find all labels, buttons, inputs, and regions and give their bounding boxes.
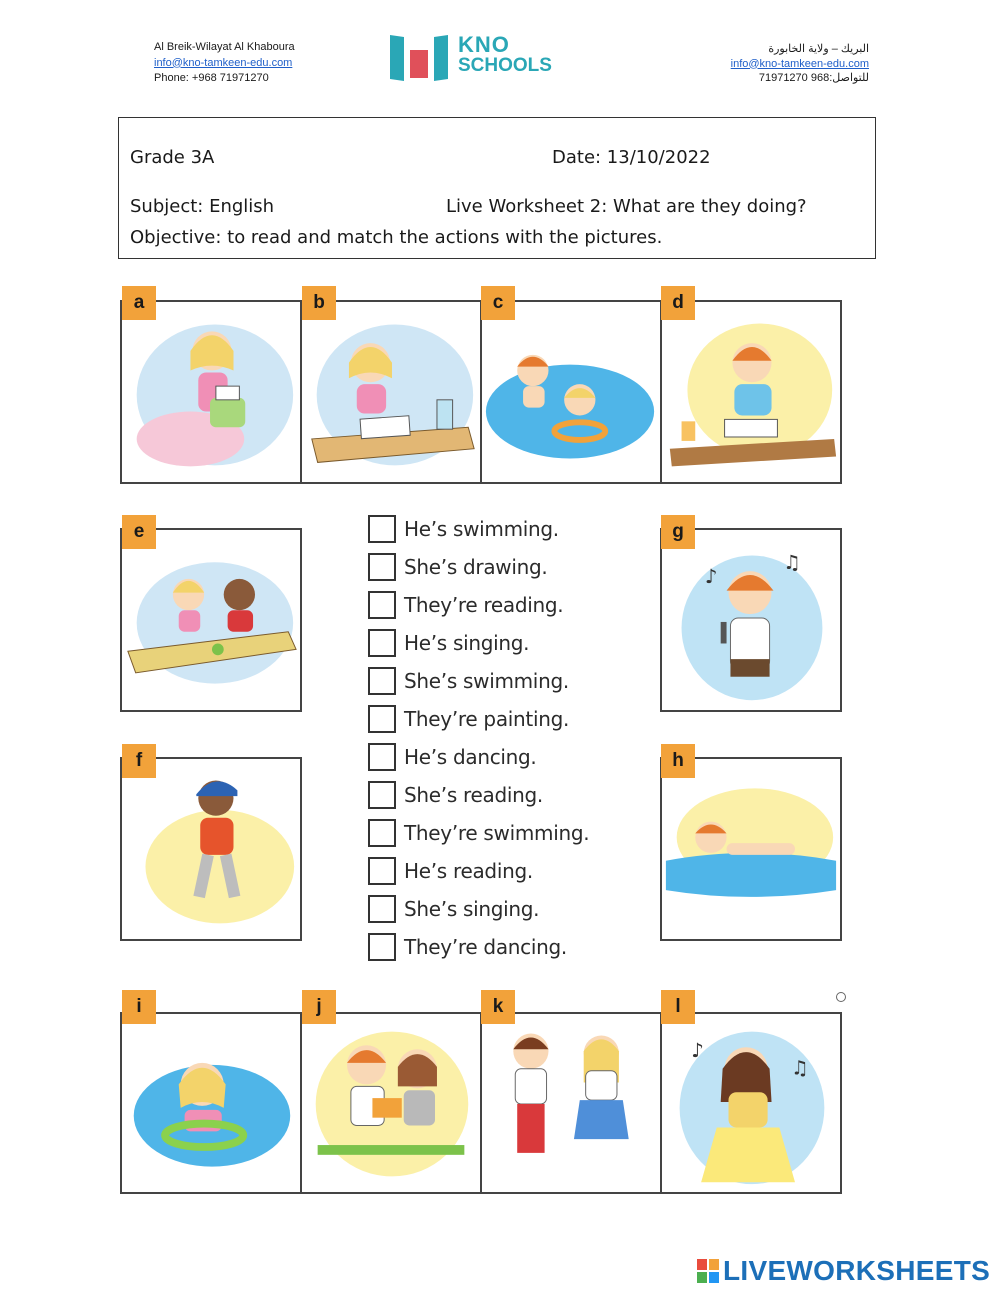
picture-card-j (300, 1012, 482, 1194)
checkbox[interactable] (368, 743, 396, 771)
picture-card-a (120, 300, 302, 484)
svg-text:♫: ♫ (791, 1056, 809, 1080)
subject-label: Subject: English (130, 196, 275, 217)
option-she-drawing[interactable] (368, 548, 589, 586)
girl-singing-icon (662, 1014, 840, 1192)
option-he-dancing[interactable] (368, 738, 589, 776)
picture-card-b (300, 300, 482, 484)
badge-c: c (481, 286, 515, 320)
checkbox[interactable] (368, 705, 396, 733)
liveworksheets-brand: LIVEWORKSHEETS (723, 1255, 991, 1286)
liveworksheets-logo (697, 1255, 990, 1287)
picture-card-i (120, 1012, 302, 1194)
option-they-painting[interactable] (368, 700, 589, 738)
kids-swimming-icon (482, 302, 660, 482)
school-contact-left (154, 40, 295, 87)
kno-schools-logo (388, 32, 563, 84)
boy-reading-icon (662, 302, 840, 482)
picture-card-k (480, 1012, 662, 1194)
option-label: They’re dancing. (404, 935, 567, 959)
school-location: Al Breik-Wilayat Al Khaboura (154, 41, 295, 53)
boy-singing-icon (662, 530, 840, 710)
checkbox[interactable] (368, 895, 396, 923)
boy-dancing-icon (122, 759, 300, 939)
badge-j: j (302, 990, 336, 1024)
svg-text:♪: ♪ (705, 564, 718, 588)
badge-b: b (302, 286, 336, 320)
option-label: She’s reading. (404, 783, 543, 807)
option-label: She’s drawing. (404, 555, 548, 579)
badge-i: i (122, 990, 156, 1024)
date-label: Date: 13/10/2022 (552, 147, 711, 168)
checkbox[interactable] (368, 933, 396, 961)
option-label: She’s singing. (404, 897, 540, 921)
kids-reading-icon (302, 1014, 480, 1192)
option-she-singing[interactable] (368, 890, 589, 928)
option-label: They’re swimming. (404, 821, 590, 845)
girl-swimming-icon (122, 1014, 300, 1192)
kids-dancing-icon (482, 1014, 660, 1192)
checkbox[interactable] (368, 667, 396, 695)
option-label: He’s singing. (404, 631, 530, 655)
option-he-singing[interactable] (368, 624, 589, 662)
option-they-dancing[interactable] (368, 928, 589, 966)
badge-a: a (122, 286, 156, 320)
badge-k: k (481, 990, 515, 1024)
school-location-arabic: البريك – ولاية الخابورة (768, 43, 869, 55)
girl-reading-icon (122, 302, 300, 482)
option-label: She’s swimming. (404, 669, 569, 693)
grade-label: Grade 3A (130, 147, 215, 168)
liveworksheets-icon (697, 1259, 719, 1283)
option-they-swimming[interactable] (368, 814, 589, 852)
badge-d: d (661, 286, 695, 320)
option-label: He’s reading. (404, 859, 533, 883)
picture-card-f (120, 757, 302, 941)
picture-card-e (120, 528, 302, 712)
checkbox[interactable] (368, 857, 396, 885)
picture-card-c (480, 300, 662, 484)
option-they-reading[interactable] (368, 586, 589, 624)
checkbox[interactable] (368, 629, 396, 657)
checkbox[interactable] (368, 553, 396, 581)
svg-text:♫: ♫ (783, 551, 801, 575)
logo-line-1: KNO (458, 32, 510, 57)
checkbox[interactable] (368, 515, 396, 543)
option-he-swimming[interactable] (368, 510, 589, 548)
answer-options-list (368, 510, 589, 966)
circle-marker-icon (836, 992, 846, 1002)
kids-painting-icon (122, 530, 300, 710)
option-label: They’re reading. (404, 593, 564, 617)
boy-swimming-icon (662, 759, 840, 939)
option-she-swimming[interactable] (368, 662, 589, 700)
badge-h: h (661, 744, 695, 778)
option-label: He’s dancing. (404, 745, 537, 769)
school-phone-arabic: للتواصل:968 71971270 (758, 72, 869, 84)
option-she-reading[interactable] (368, 776, 589, 814)
objective-text: Objective: to read and match the actions with the pictures. (130, 227, 663, 248)
badge-g: g (661, 515, 695, 549)
badge-l: l (661, 990, 695, 1024)
school-phone: Phone: +968 71971270 (154, 72, 269, 84)
checkbox[interactable] (368, 819, 396, 847)
svg-text:♪: ♪ (691, 1039, 704, 1063)
option-he-reading[interactable] (368, 852, 589, 890)
picture-card-l (660, 1012, 842, 1194)
badge-e: e (122, 515, 156, 549)
picture-card-g (660, 528, 842, 712)
option-label: He’s swimming. (404, 517, 559, 541)
worksheet-title: Live Worksheet 2: What are they doing? (446, 196, 807, 217)
logo-line-2: SCHOOLS (458, 55, 552, 76)
picture-card-h (660, 757, 842, 941)
girl-drawing-icon (302, 302, 480, 482)
checkbox[interactable] (368, 591, 396, 619)
checkbox[interactable] (368, 781, 396, 809)
school-contact-right (731, 42, 869, 86)
school-email-link-right[interactable]: info@kno-tamkeen-edu.com (730, 57, 869, 70)
option-label: They’re painting. (404, 707, 570, 731)
picture-card-d (660, 300, 842, 484)
badge-f: f (122, 744, 156, 778)
school-email-link[interactable]: info@kno-tamkeen-edu.com (154, 56, 293, 69)
worksheet-info-box (118, 117, 876, 259)
